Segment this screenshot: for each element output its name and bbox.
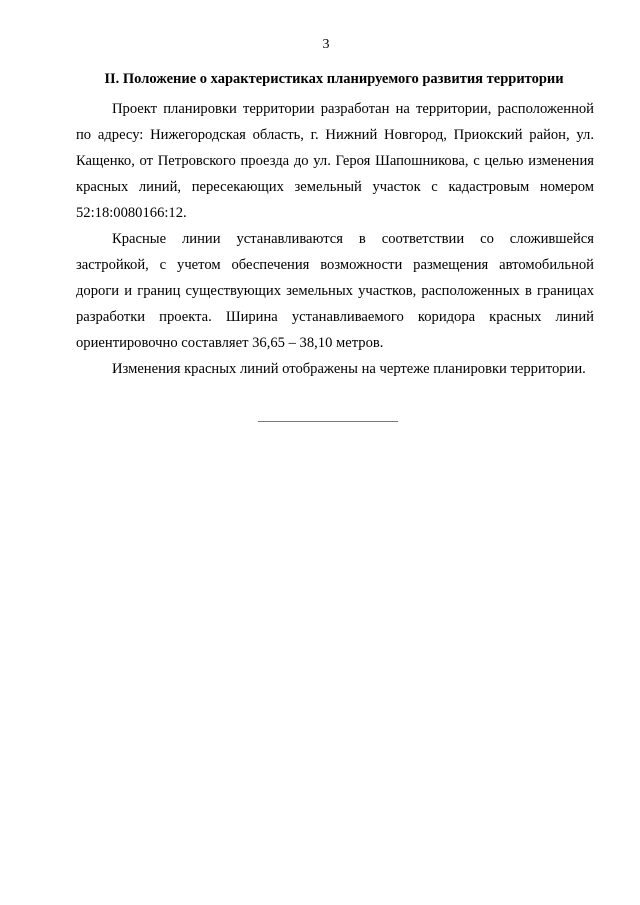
page-number: 3 — [322, 37, 330, 52]
section-heading: II. Положение о характеристиках планируемого развития территории — [104, 71, 564, 87]
paragraph-changes-drawing: Изменения красных линий отображены на чертеже планировки территории. — [112, 361, 586, 377]
paragraph-red-lines: Красные линии устанавливаются в соответствии со сложившейся застройкой, с учетом обеспечения возможности размещения автомобильной дороги и границ существующих земельных участков, расположенных в границах разработки проекта. Ширина устанавливаемого коридора красных линий ориентировочно составляет 36,65 – 38,10 метров. — [76, 231, 594, 351]
closing-divider — [258, 421, 398, 422]
paragraph-project-location: Проект планировки территории разработан на территории, расположенной по адресу: Нижегородская область, г. Нижний Новгород, Приокский район, ул. Кащенко, от Петровского проезда до ул. Героя Шапошникова, с целью изменения красных линий, пересекающих земельный участок с кадастровым номером 52:18:0080166:12. — [76, 101, 594, 221]
document-body — [76, 96, 594, 382]
